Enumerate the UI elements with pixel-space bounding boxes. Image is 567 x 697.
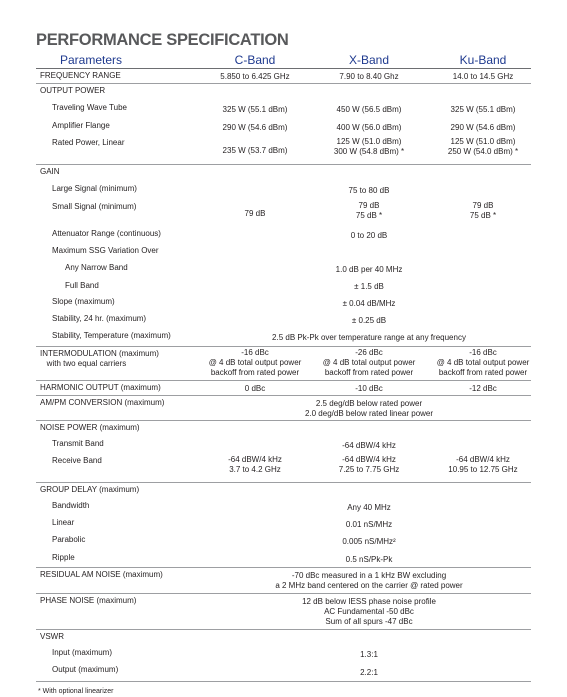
row-label: Stability, Temperature (maximum): [52, 331, 171, 340]
table-row: [36, 516, 531, 533]
table-row: [36, 663, 531, 682]
row-label: Any Narrow Band: [65, 263, 128, 272]
table-row: [36, 396, 531, 421]
spanning-value: 2.2:1: [360, 667, 378, 677]
ku-band-value: -64 dBW/4 kHz 10.95 to 12.75 GHz: [448, 455, 518, 474]
c-band-value: 325 W (55.1 dBm): [222, 105, 288, 114]
spanning-value: 2.5 deg/dB below rated power 2.0 deg/dB below rated linear power: [304, 398, 434, 418]
header-ku-band: Ku-Band: [459, 53, 507, 67]
table-row: [36, 381, 531, 396]
table-row: [36, 421, 531, 437]
c-band-value: 5.850 to 6.425 GHz: [220, 71, 290, 81]
x-band-value: 79 dB 75 dB *: [355, 201, 383, 220]
row-label: Linear: [52, 518, 75, 527]
row-label: Transmit Band: [52, 439, 104, 448]
table-row: [36, 101, 531, 119]
row-label: Small Signal (minimum): [52, 202, 137, 211]
table-row: [36, 630, 531, 646]
row-label: Rated Power, Linear: [52, 138, 125, 147]
table-row: [36, 551, 531, 568]
row-label: OUTPUT POWER: [40, 86, 106, 95]
x-band-value: 125 W (51.0 dBm) 300 W (54.8 dBm) *: [333, 137, 405, 156]
x-band-value: 450 W (56.5 dBm): [336, 105, 402, 114]
spanning-value: 0.01 nS/MHz: [345, 519, 393, 529]
header-c-band: C-Band: [234, 53, 276, 67]
table-row: [36, 279, 531, 295]
header-parameters: Parameters: [60, 53, 123, 67]
row-label: Amplifier Flange: [52, 121, 110, 130]
row-label: Ripple: [52, 553, 75, 562]
table-row: [36, 295, 531, 312]
spanning-value: 2.5 dB Pk-Pk over temperature range at any frequency: [272, 333, 466, 342]
row-label: Output (maximum): [52, 665, 119, 674]
table-row: [36, 136, 531, 165]
c-band-value: -16 dBc @ 4 dB total output power backoff from rated power: [208, 348, 302, 377]
x-band-value: 7.90 to 8.40 Ghz: [339, 71, 399, 81]
c-band-value: -64 dBW/4 kHz 3.7 to 4.2 GHz: [228, 455, 282, 474]
row-label: HARMONIC OUTPUT (maximum): [40, 383, 161, 392]
row-label: Input (maximum): [52, 648, 113, 657]
table-row: [36, 84, 531, 101]
c-band-value: 79 dB: [244, 208, 266, 218]
x-band-value: 400 W (56.0 dBm): [336, 122, 402, 132]
ku-band-value: 125 W (51.0 dBm) 250 W (54.0 dBm) *: [447, 137, 519, 156]
c-band-value: 235 W (53.7 dBm): [222, 145, 288, 155]
row-label: Full Band: [65, 281, 99, 290]
ku-band-value: 14.0 to 14.5 GHz: [452, 71, 514, 81]
table-row: [36, 533, 531, 551]
spanning-value: 0 to 20 dB: [350, 230, 388, 240]
ku-band-value: 290 W (54.6 dBm): [450, 122, 516, 132]
spanning-value: ± 0.04 dB/MHz: [342, 298, 396, 308]
spanning-value: ± 0.25 dB: [351, 315, 387, 325]
row-label: Slope (maximum): [52, 297, 115, 306]
row-label: Parabolic: [52, 535, 86, 544]
table-row: [36, 454, 531, 483]
spanning-value: 0.5 nS/Pk-Pk: [345, 554, 393, 564]
row-label: AM/PM CONVERSION (maximum): [40, 398, 165, 407]
spanning-value: 12 dB below IESS phase noise profile AC Fundamental -50 dBc Sum of all spurs -47 dBc: [302, 597, 436, 626]
row-label: Bandwidth: [52, 501, 90, 510]
table-row: [36, 483, 531, 499]
spanning-value: 75 to 80 dB: [348, 186, 390, 195]
spanning-value: -70 dBc measured in a 1 kHz BW excluding a 2 MHz band centered on the carrier @ rated power: [275, 571, 463, 590]
row-label: Stability, 24 hr. (maximum): [52, 314, 147, 323]
ku-band-value: 79 dB 75 dB *: [469, 201, 497, 220]
table-row: [36, 165, 531, 182]
table-row: [36, 499, 531, 516]
ku-band-value: -12 dBc: [469, 383, 497, 393]
row-label: Large Signal (minimum): [52, 184, 137, 193]
table-row: [36, 646, 531, 663]
table-row: [36, 227, 531, 244]
row-label: GROUP DELAY (maximum): [40, 485, 140, 494]
spanning-value: 0.005 nS/MHz²: [342, 537, 396, 546]
row-label: Attenuator Range (continuous): [52, 229, 161, 238]
row-label: Receive Band: [52, 456, 102, 465]
spanning-value: -64 dBW/4 kHz: [342, 440, 396, 450]
x-band-value: -10 dBc: [355, 383, 383, 393]
row-label: Maximum SSG Variation Over: [52, 246, 159, 255]
table-row: [36, 261, 531, 279]
row-label: PHASE NOISE (maximum): [40, 596, 137, 605]
ku-band-value: 325 W (55.1 dBm): [450, 105, 516, 114]
spanning-value: Any 40 MHz: [347, 502, 391, 512]
page-title: PERFORMANCE SPECIFICATION: [36, 31, 289, 49]
row-label: INTERMODULATION (maximum) with two equal carriers: [40, 349, 159, 368]
table-row: [36, 244, 531, 261]
x-band-value: -64 dBW/4 kHz 7.25 to 7.75 GHz: [338, 455, 400, 474]
row-label: Traveling Wave Tube: [52, 103, 127, 112]
table-row: [36, 568, 531, 594]
table-row: [36, 119, 531, 136]
header-x-band: X-Band: [348, 53, 390, 67]
c-band-value: 290 W (54.6 dBm): [222, 122, 288, 132]
row-label: VSWR: [40, 632, 64, 641]
spec-table: [0, 69, 567, 682]
spanning-value: 1.0 dB per 40 MHz: [335, 265, 403, 274]
c-band-value: 0 dBc: [244, 383, 266, 393]
footnote: * With optional linearizer: [38, 688, 114, 695]
table-row: [36, 437, 531, 454]
table-row: [36, 200, 531, 227]
table-row: [36, 594, 531, 630]
table-row: [36, 182, 531, 200]
row-label: FREQUENCY RANGE: [40, 71, 121, 80]
table-row: [36, 329, 531, 347]
table-row: [36, 69, 531, 84]
spanning-value: 1.3:1: [360, 649, 378, 659]
table-row: [36, 347, 531, 381]
ku-band-value: -16 dBc @ 4 dB total output power backoff from rated power: [436, 348, 530, 377]
row-label: GAIN: [40, 167, 60, 176]
table-row: [36, 312, 531, 329]
table-header: [0, 53, 567, 68]
spanning-value: ± 1.5 dB: [354, 282, 384, 291]
row-label: NOISE POWER (maximum): [40, 423, 140, 432]
row-label: RESIDUAL AM NOISE (maximum): [40, 570, 163, 579]
x-band-value: -26 dBc @ 4 dB total output power backoff from rated power: [322, 348, 416, 377]
